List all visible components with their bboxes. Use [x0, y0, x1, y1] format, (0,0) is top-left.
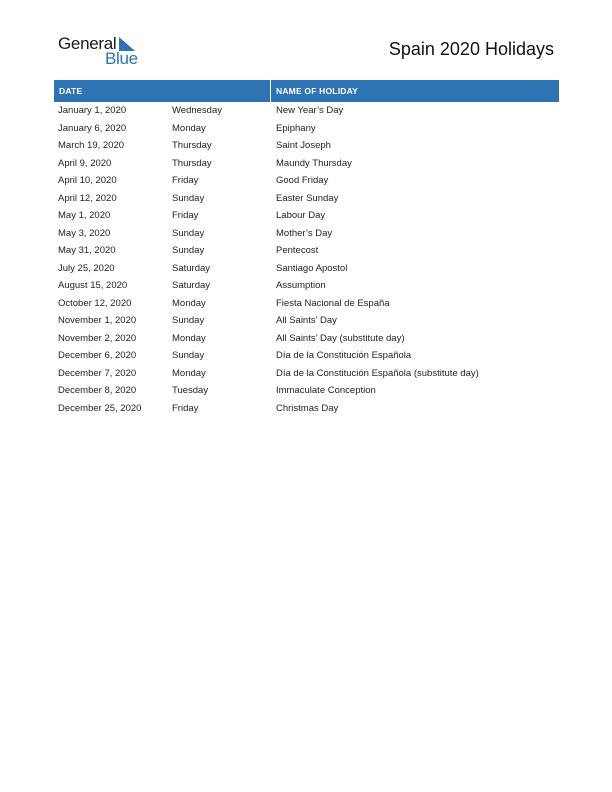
table-row [54, 207, 559, 225]
table-row [54, 260, 559, 278]
table-row [54, 347, 559, 365]
logo-word-general: General [58, 34, 117, 53]
table-row [54, 172, 559, 190]
holiday-weekday: Friday [172, 402, 199, 414]
holiday-name: Good Friday [276, 175, 329, 186]
holiday-weekday: Sunday [172, 227, 205, 239]
holiday-weekday: Tuesday [172, 385, 209, 396]
table-header [54, 80, 559, 102]
holiday-weekday: Saturday [172, 262, 211, 274]
holiday-name: Santiago Apostol [276, 262, 348, 274]
table-body [54, 102, 559, 417]
holiday-name: Fiesta Nacional de España [276, 297, 390, 309]
holiday-weekday: Monday [172, 367, 206, 379]
holiday-weekday: Friday [172, 210, 199, 221]
holiday-date: March 19, 2020 [58, 140, 125, 151]
table-row [54, 330, 559, 348]
holiday-name: Immaculate Conception [276, 385, 376, 396]
holiday-date: October 12, 2020 [58, 297, 132, 309]
table-row [54, 242, 559, 260]
holiday-date: May 31, 2020 [58, 245, 116, 256]
holiday-weekday: Sunday [172, 350, 205, 361]
holiday-weekday: Monday [172, 332, 206, 344]
holiday-table [54, 80, 559, 417]
holiday-name: All Saints’ Day [276, 315, 337, 326]
holiday-date: April 12, 2020 [58, 192, 117, 204]
holiday-name: Día de la Constitución Española [276, 350, 412, 361]
table-row [54, 190, 559, 208]
holiday-name: Saint Joseph [276, 140, 331, 151]
table-row [54, 120, 559, 138]
holiday-date: December 8, 2020 [58, 385, 137, 396]
holiday-date: May 3, 2020 [58, 227, 111, 239]
holiday-name: Epiphany [276, 122, 316, 134]
holiday-weekday: Sunday [172, 192, 205, 204]
holiday-weekday: Thursday [172, 140, 212, 151]
holiday-date: January 1, 2020 [58, 105, 127, 116]
holiday-date: August 15, 2020 [58, 280, 128, 291]
table-row [54, 155, 559, 173]
table-row [54, 295, 559, 313]
column-header-date: DATE [59, 86, 83, 96]
holiday-name: Easter Sunday [276, 192, 339, 204]
holiday-name: All Saints’ Day (substitute day) [276, 332, 405, 344]
table-row [54, 400, 559, 418]
holiday-weekday: Saturday [172, 280, 211, 291]
holiday-date: November 1, 2020 [58, 315, 137, 326]
holiday-weekday: Thursday [172, 157, 212, 169]
holiday-date: July 25, 2020 [58, 262, 115, 274]
holiday-date: January 6, 2020 [58, 122, 127, 134]
table-row [54, 137, 559, 155]
holiday-date: December 7, 2020 [58, 367, 137, 379]
holiday-date: November 2, 2020 [58, 332, 137, 344]
holiday-name: Mother’s Day [276, 227, 333, 239]
holiday-name: Assumption [276, 280, 326, 291]
holiday-name: Christmas Day [276, 402, 339, 414]
table-row [54, 312, 559, 330]
holiday-date: April 10, 2020 [58, 175, 117, 186]
generalblue-logo [58, 34, 148, 68]
table-row [54, 382, 559, 400]
holiday-date: April 9, 2020 [58, 157, 112, 169]
holiday-name: New Year’s Day [276, 105, 344, 116]
holiday-weekday: Monday [172, 122, 206, 134]
holiday-date: May 1, 2020 [58, 210, 111, 221]
holiday-name: Día de la Constitución Española (substitute day) [276, 367, 479, 379]
table-row [54, 102, 559, 120]
holiday-date: December 6, 2020 [58, 350, 137, 361]
holiday-weekday: Sunday [172, 315, 205, 326]
holiday-weekday: Wednesday [172, 105, 222, 116]
table-row [54, 365, 559, 383]
page-title: Spain 2020 Holidays [388, 39, 554, 59]
table-row [54, 277, 559, 295]
holiday-date: December 25, 2020 [58, 402, 142, 414]
holiday-weekday: Friday [172, 175, 199, 186]
holiday-name: Labour Day [276, 210, 326, 221]
header-divider [270, 80, 271, 102]
table-row [54, 225, 559, 243]
logo-word-blue: Blue [105, 49, 138, 68]
holiday-name: Maundy Thursday [276, 157, 352, 169]
holiday-name: Pentecost [276, 245, 319, 256]
holiday-weekday: Monday [172, 297, 206, 309]
column-header-name: NAME OF HOLIDAY [276, 86, 359, 96]
holiday-weekday: Sunday [172, 245, 205, 256]
